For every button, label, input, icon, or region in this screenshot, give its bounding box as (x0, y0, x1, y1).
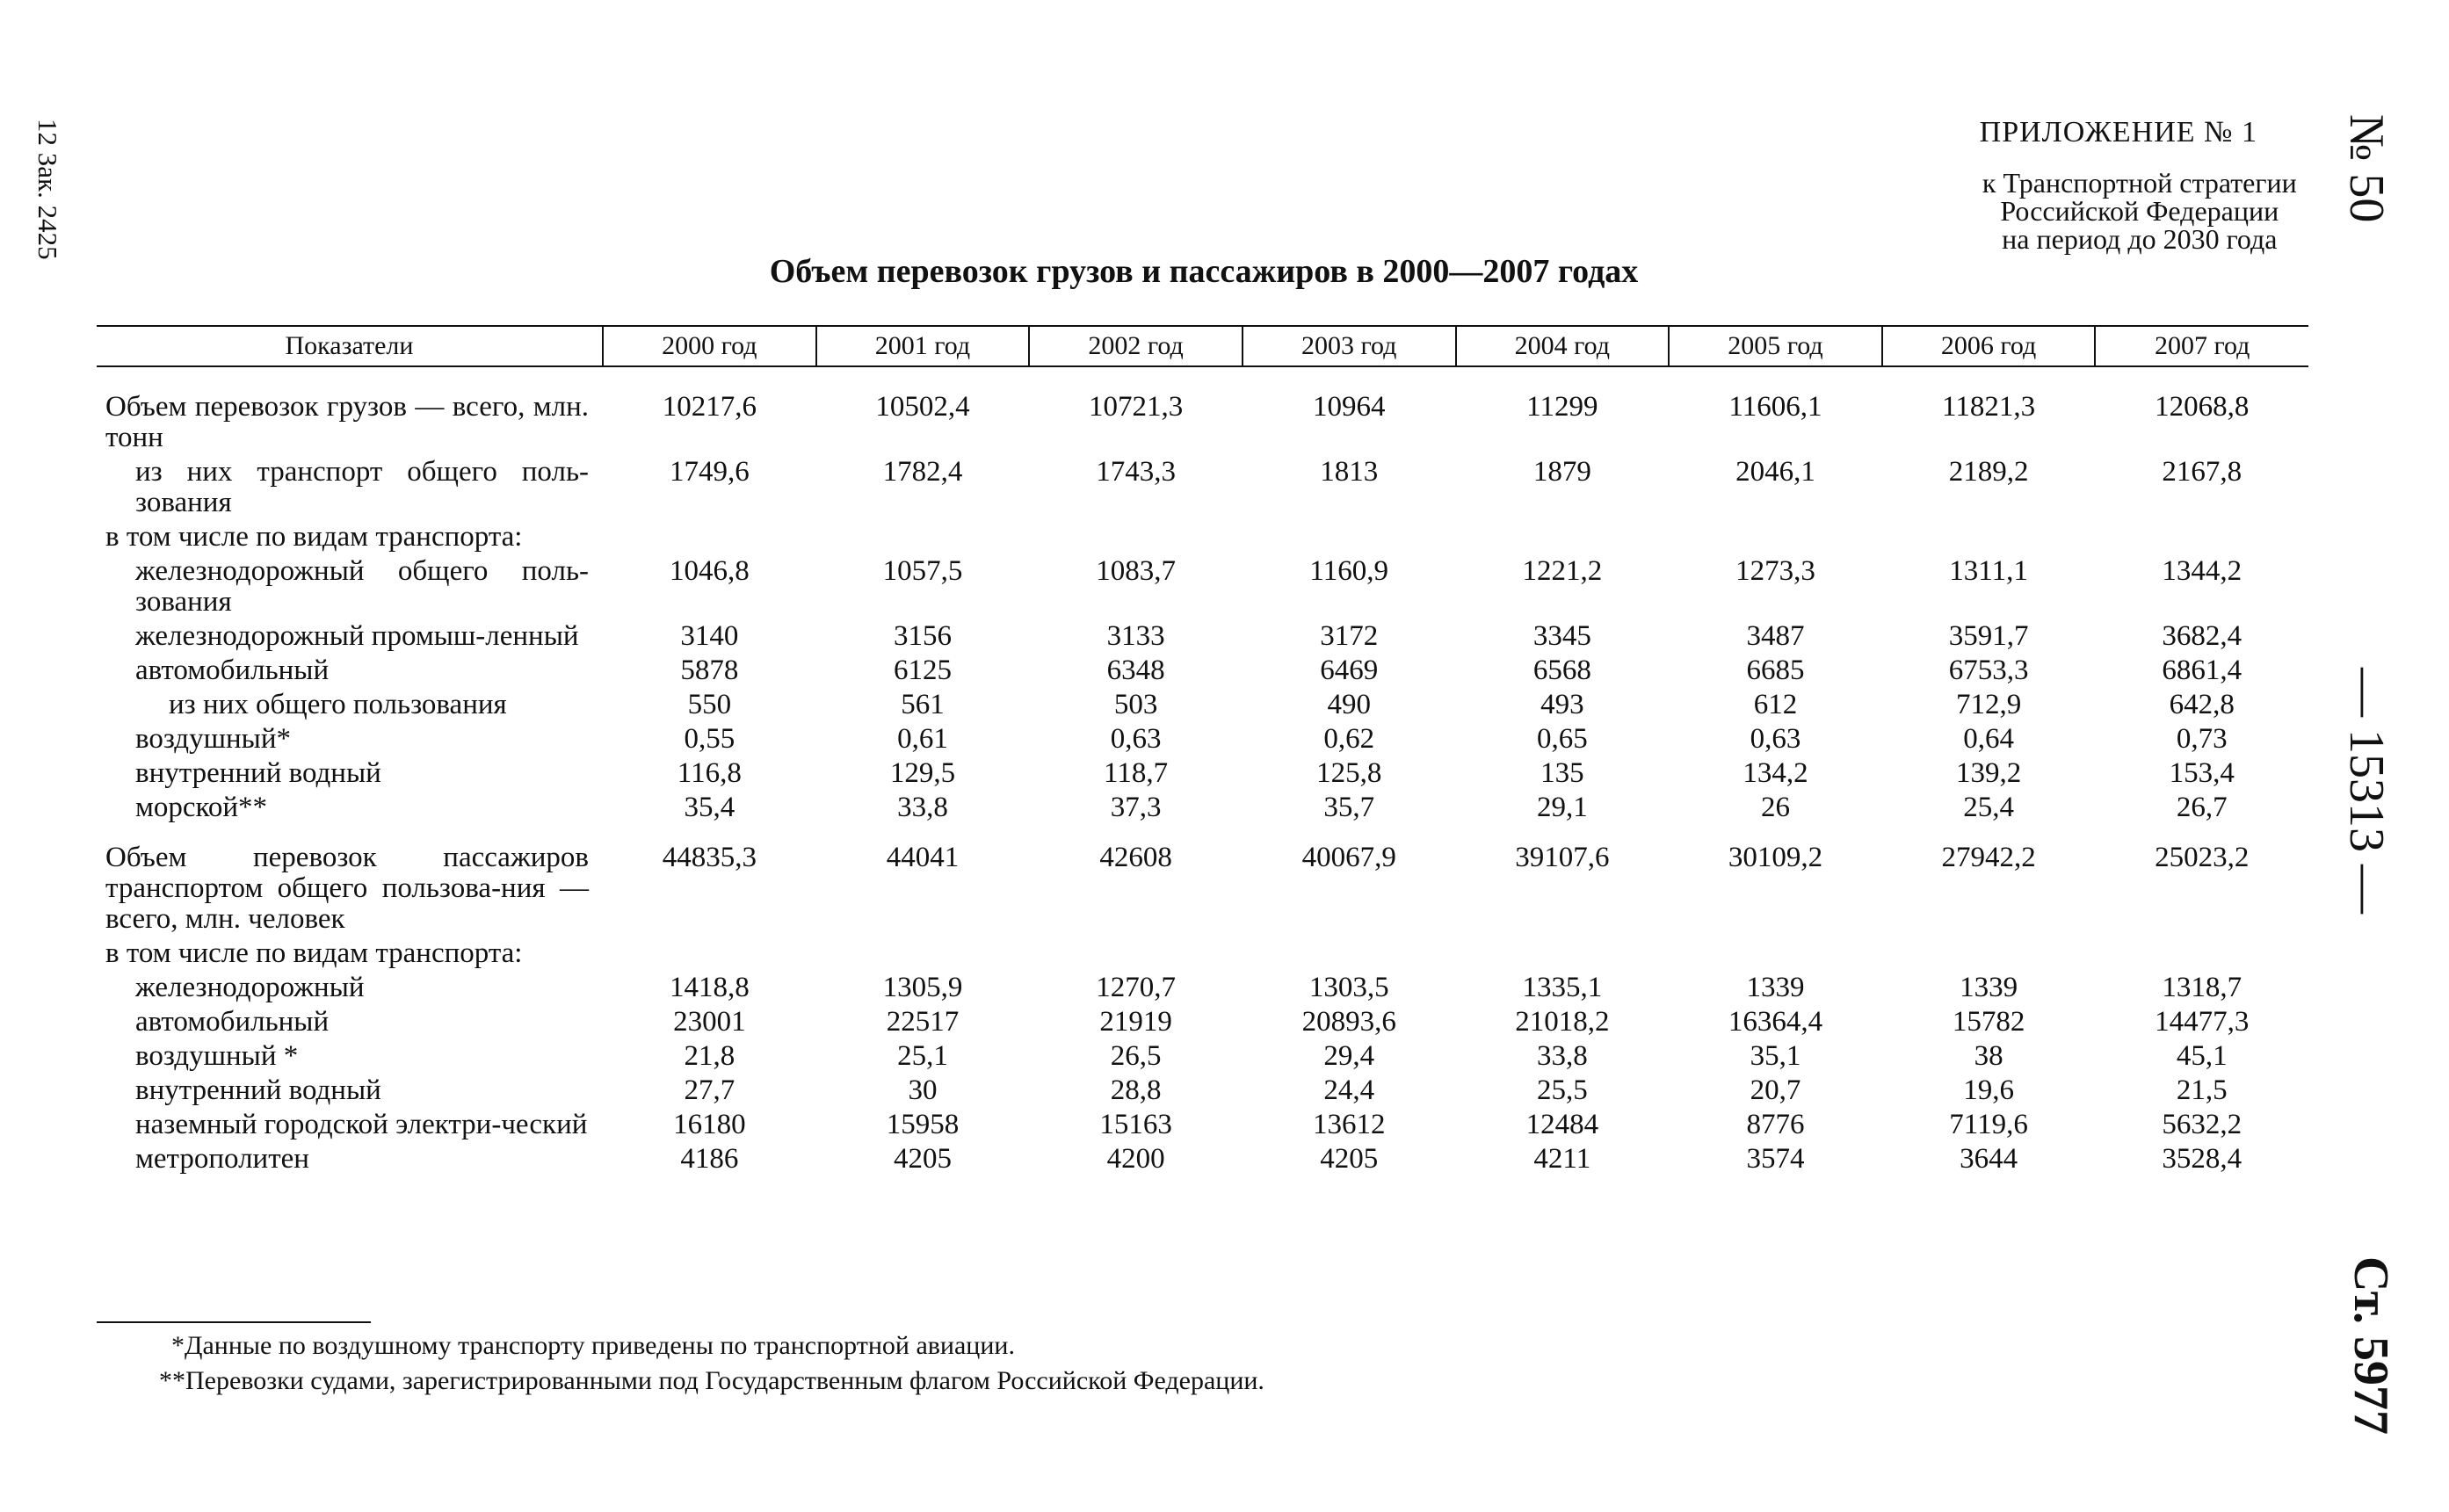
value-cell: 0,63 (1750, 723, 1801, 755)
value-cell: 3345 (1532, 620, 1591, 652)
value-cell: 28,8 (1110, 1074, 1162, 1106)
value-cell (1456, 935, 1670, 969)
value-cell: 4205 (893, 1143, 952, 1175)
value-cell: 1305,9 (882, 972, 963, 1003)
value-cell: 1813 (1320, 456, 1379, 488)
value-cell: 5632,2 (2162, 1109, 2243, 1140)
appendix-line: на период до 2030 года (2002, 223, 2278, 255)
value-cell: 139,2 (1955, 757, 2022, 789)
value-cell: 3644 (1960, 1143, 2018, 1175)
value-cell (1029, 518, 1243, 553)
value-cell: 24,4 (1323, 1074, 1375, 1106)
issue-number: № 50 (2339, 114, 2394, 223)
value-cell: 20,7 (1750, 1074, 1801, 1106)
value-cell: 40067,9 (1301, 842, 1396, 873)
value-cell: 21919 (1099, 1006, 1172, 1038)
right-margin (2320, 0, 2425, 1512)
table-row (97, 1038, 2308, 1072)
value-cell: 6125 (893, 655, 952, 686)
value-cell: 1221,2 (1522, 555, 1603, 587)
value-cell: 44041 (886, 842, 960, 873)
header-cell: 2000 год (603, 326, 816, 366)
header-cell: 2001 год (816, 326, 1030, 366)
appendix-title: ПРИЛОЖЕНИЕ № 1 (1979, 116, 2257, 148)
value-cell: 4186 (680, 1143, 739, 1175)
value-cell: 20893,6 (1301, 1006, 1396, 1038)
value-cell: 25,5 (1536, 1074, 1588, 1106)
value-cell: 612 (1753, 689, 1798, 720)
value-cell: 6469 (1320, 655, 1379, 686)
value-cell: 19,6 (1963, 1074, 2014, 1106)
table-row (97, 618, 2308, 652)
table-row (97, 969, 2308, 1003)
table-row (97, 366, 2308, 453)
value-cell: 27942,2 (1941, 842, 2036, 873)
value-cell: 10721,3 (1088, 391, 1184, 423)
value-cell: 35,1 (1750, 1040, 1801, 1072)
value-cell: 15782 (1952, 1006, 2025, 1038)
value-cell: 4211 (1533, 1143, 1591, 1175)
value-cell: 25,1 (897, 1040, 948, 1072)
table-row (97, 720, 2308, 755)
value-cell: 6753,3 (1948, 655, 2029, 686)
value-cell: 30109,2 (1728, 842, 1823, 873)
value-cell: 1339 (1960, 972, 2018, 1003)
value-cell: 44835,3 (662, 842, 757, 873)
value-cell: 0,62 (1323, 723, 1375, 755)
value-cell: 1879 (1532, 456, 1591, 488)
value-cell: 26,5 (1110, 1040, 1162, 1072)
row-label: в том числе по видам транспорта: (105, 521, 523, 553)
appendix-line: к Транспортной стратегии (1982, 167, 2297, 199)
footnote-rule (97, 1321, 371, 1323)
value-cell: 550 (687, 689, 732, 720)
value-cell (2095, 518, 2308, 553)
value-cell: 3133 (1106, 620, 1165, 652)
value-cell: 27,7 (684, 1074, 735, 1106)
header-cell: 2005 год (1669, 326, 1882, 366)
value-cell: 39107,6 (1515, 842, 1610, 873)
row-label: морской** (135, 792, 268, 823)
value-cell: 22517 (886, 1006, 960, 1038)
value-cell: 116,8 (677, 757, 742, 789)
table-row (97, 553, 2308, 618)
value-cell: 0,65 (1536, 723, 1588, 755)
value-cell: 6685 (1746, 655, 1805, 686)
value-cell: 1160,9 (1309, 555, 1388, 587)
table-row (97, 1072, 2308, 1106)
value-cell (1669, 518, 1882, 553)
value-cell: 8776 (1746, 1109, 1805, 1140)
value-cell: 503 (1113, 689, 1158, 720)
table-row (97, 518, 2308, 553)
value-cell (1882, 935, 2096, 969)
value-cell: 3682,4 (2162, 620, 2243, 652)
value-cell: 4205 (1320, 1143, 1379, 1175)
value-cell: 1339 (1746, 972, 1805, 1003)
value-cell: 10502,4 (875, 391, 970, 423)
value-cell: 1344,2 (2162, 555, 2243, 587)
row-label: в том числе по видам транспорта: (105, 937, 523, 969)
value-cell: 21,5 (2176, 1074, 2228, 1106)
value-cell: 3591,7 (1948, 620, 2029, 652)
value-cell: 11821,3 (1942, 391, 2036, 423)
value-cell: 3528,4 (2162, 1143, 2243, 1175)
value-cell: 1318,7 (2162, 972, 2243, 1003)
value-cell: 1057,5 (882, 555, 963, 587)
value-cell: 134,2 (1743, 757, 1808, 789)
value-cell: 12484 (1525, 1109, 1599, 1140)
row-label: наземный городской электри-ческий (135, 1109, 588, 1140)
value-cell: 11606,1 (1728, 391, 1822, 423)
table-row (97, 686, 2308, 720)
value-cell: 13612 (1312, 1109, 1386, 1140)
left-margin-note (19, 119, 72, 294)
row-label: автомобильный (135, 655, 330, 686)
transport-volume-table (97, 325, 2308, 1175)
header-cell: 2007 год (2095, 326, 2308, 366)
value-cell: 125,8 (1316, 757, 1382, 789)
table-row (97, 935, 2308, 969)
order-number: 12 Зак. 2425 (33, 119, 63, 260)
value-cell: 6861,4 (2162, 655, 2243, 686)
value-cell: 21018,2 (1515, 1006, 1610, 1038)
appendix-subtitle (1980, 169, 2300, 253)
value-cell (603, 518, 816, 553)
appendix-header (1980, 116, 2300, 253)
value-cell (1456, 518, 1670, 553)
table-body (97, 366, 2308, 1175)
value-cell: 29,4 (1323, 1040, 1375, 1072)
value-cell: 35,7 (1323, 792, 1375, 823)
value-cell: 561 (901, 689, 945, 720)
value-cell: 0,64 (1963, 723, 2014, 755)
value-cell: 11299 (1526, 391, 1598, 423)
table-row (97, 789, 2308, 823)
page-number: — 15313 — (2339, 668, 2394, 914)
article-number: Ст. 5977 (2344, 1256, 2398, 1435)
value-cell: 45,1 (2176, 1040, 2228, 1072)
value-cell: 2189,2 (1948, 456, 2029, 488)
value-cell: 26,7 (2176, 792, 2228, 823)
footnote: *Данные по воздушному транспорту приведены по транспортной авиации. (171, 1331, 1015, 1360)
value-cell: 16364,4 (1728, 1006, 1823, 1038)
row-label: внутренний водный (135, 1074, 381, 1106)
value-cell (1243, 518, 1456, 553)
value-cell: 1311,1 (1949, 555, 2028, 587)
value-cell: 23001 (673, 1006, 746, 1038)
value-cell: 129,5 (889, 757, 956, 789)
row-label: из них транспорт общего поль-зования (135, 456, 589, 518)
footnotes (159, 1328, 1264, 1399)
value-cell: 1749,6 (669, 456, 750, 488)
row-label: автомобильный (135, 1006, 330, 1038)
value-cell: 3574 (1746, 1143, 1805, 1175)
value-cell (1029, 935, 1243, 969)
value-cell: 153,4 (2169, 757, 2235, 789)
value-cell: 21,8 (684, 1040, 735, 1072)
table-row (97, 755, 2308, 789)
value-cell: 30 (908, 1074, 938, 1106)
value-cell: 25,4 (1963, 792, 2014, 823)
value-cell: 3140 (680, 620, 739, 652)
table-row (97, 1106, 2308, 1140)
value-cell: 25023,2 (2155, 842, 2250, 873)
value-cell: 14477,3 (2155, 1006, 2250, 1038)
value-cell: 15958 (886, 1109, 960, 1140)
value-cell (1243, 935, 1456, 969)
value-cell (1882, 518, 2096, 553)
header-cell: 2006 год (1882, 326, 2096, 366)
row-label: Объем перевозок грузов — всего, млн. тонн (105, 391, 589, 453)
appendix-line: Российской Федерации (2000, 195, 2279, 227)
value-cell: 6348 (1106, 655, 1165, 686)
value-cell: 0,61 (897, 723, 948, 755)
value-cell: 3156 (893, 620, 952, 652)
value-cell: 33,8 (897, 792, 948, 823)
row-label: Объем перевозок пассажиров транспортом общего пользова-ния — всего, млн. человек (105, 842, 589, 935)
table-row (97, 823, 2308, 935)
value-cell: 493 (1540, 689, 1584, 720)
value-cell: 1335,1 (1522, 972, 1603, 1003)
value-cell: 712,9 (1955, 689, 2022, 720)
value-cell (816, 518, 1030, 553)
value-cell (1669, 935, 1882, 969)
row-label: железнодорожный общего поль-зования (135, 555, 589, 618)
value-cell: 1046,8 (669, 555, 750, 587)
value-cell: 1273,3 (1735, 555, 1815, 587)
value-cell: 118,7 (1104, 757, 1169, 789)
value-cell (816, 935, 1030, 969)
value-cell: 33,8 (1536, 1040, 1588, 1072)
value-cell: 1303,5 (1308, 972, 1389, 1003)
value-cell: 0,63 (1110, 723, 1162, 755)
value-cell: 26 (1760, 792, 1790, 823)
value-cell (2095, 935, 2308, 969)
value-cell: 12068,8 (2155, 391, 2250, 423)
table-header-row (97, 326, 2308, 366)
value-cell: 16180 (673, 1109, 746, 1140)
value-cell: 1782,4 (882, 456, 963, 488)
value-cell: 2046,1 (1735, 456, 1815, 488)
value-cell: 1270,7 (1096, 972, 1176, 1003)
header-cell: 2002 год (1029, 326, 1243, 366)
header-cell: Показатели (97, 326, 603, 366)
row-label: воздушный* (135, 723, 291, 755)
value-cell: 2167,8 (2162, 456, 2243, 488)
value-cell: 135 (1540, 757, 1584, 789)
table-row (97, 1140, 2308, 1175)
value-cell: 642,8 (2169, 689, 2235, 720)
footnote: **Перевозки судами, зарегистрированными под Государственным флагом Российской Федерации. (159, 1366, 1264, 1395)
table-row (97, 652, 2308, 686)
value-cell: 15163 (1099, 1109, 1172, 1140)
value-cell: 1743,3 (1096, 456, 1176, 488)
value-cell: 7119,6 (1949, 1109, 2028, 1140)
value-cell: 0,73 (2176, 723, 2228, 755)
row-label: внутренний водный (135, 757, 381, 789)
value-cell: 29,1 (1536, 792, 1588, 823)
row-label: воздушный * (135, 1040, 299, 1072)
value-cell: 1083,7 (1096, 555, 1176, 587)
header-cell: 2003 год (1243, 326, 1456, 366)
table-row (97, 1003, 2308, 1038)
row-label: метрополитен (135, 1143, 309, 1175)
table-title: Объем перевозок грузов и пассажиров в 2000—2007 годах (769, 253, 1639, 290)
value-cell: 4200 (1106, 1143, 1165, 1175)
value-cell: 35,4 (684, 792, 735, 823)
value-cell: 10964 (1312, 391, 1386, 423)
value-cell: 5878 (680, 655, 739, 686)
value-cell: 10217,6 (662, 391, 757, 423)
value-cell: 42608 (1099, 842, 1172, 873)
value-cell: 0,55 (684, 723, 735, 755)
value-cell: 490 (1327, 689, 1371, 720)
value-cell: 1418,8 (669, 972, 750, 1003)
row-label: железнодорожный промыш-ленный (135, 620, 579, 652)
row-label: железнодорожный (135, 972, 365, 1003)
value-cell (603, 935, 816, 969)
header-cell: 2004 год (1456, 326, 1670, 366)
value-cell: 6568 (1532, 655, 1591, 686)
row-label: из них общего пользования (169, 689, 507, 720)
value-cell: 3487 (1746, 620, 1805, 652)
table-row (97, 453, 2308, 518)
value-cell: 38 (1974, 1040, 2003, 1072)
value-cell: 37,3 (1110, 792, 1162, 823)
value-cell: 3172 (1320, 620, 1379, 652)
